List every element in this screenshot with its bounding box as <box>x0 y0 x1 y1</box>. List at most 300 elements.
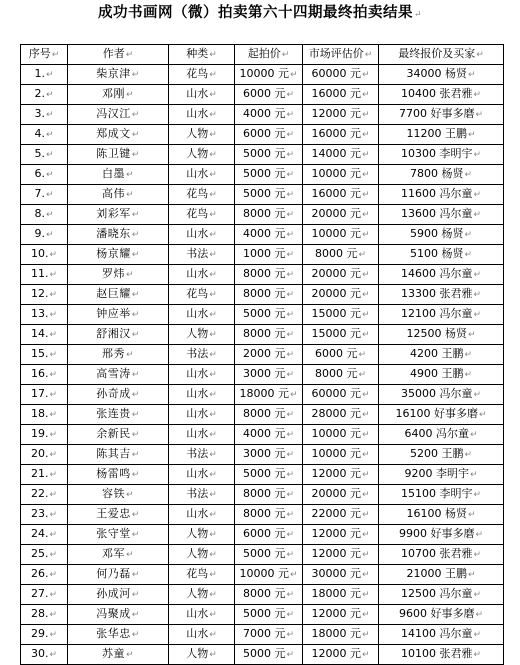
author-name-cell <box>68 525 169 545</box>
artwork-type-cell <box>169 565 235 585</box>
start-price-cell <box>235 445 303 465</box>
cell-mark-icon: ↵ <box>131 450 140 460</box>
final-bid-cell <box>379 385 504 405</box>
estimate-price: 12000 元 <box>311 647 361 660</box>
cell-mark-icon: ↵ <box>209 410 217 420</box>
start-price: 5000 元 <box>242 187 286 200</box>
header-start-price <box>235 45 303 65</box>
cell-mark-icon: ↵ <box>131 150 140 160</box>
start-price: 6000 元 <box>242 127 286 140</box>
cell-mark-icon: ↵ <box>358 370 367 380</box>
cell-mark-icon: ↵ <box>125 90 135 100</box>
cell-mark-icon: ↵ <box>286 510 295 520</box>
estimate-price-cell <box>303 285 379 305</box>
final-bid-cell <box>379 565 504 585</box>
cell-mark-icon: ↵ <box>45 130 54 140</box>
artwork-type-cell <box>169 405 235 425</box>
cell-mark-icon: ↵ <box>131 590 140 600</box>
cell-mark-icon: ↵ <box>286 610 295 620</box>
final-bid: 5900 杨贤 <box>409 227 464 240</box>
final-bid: 21000 王鹏 <box>406 567 467 580</box>
cell-mark-icon: ↵ <box>49 370 58 380</box>
final-bid-cell <box>379 345 504 365</box>
row-number-cell <box>21 85 68 105</box>
estimate-price-cell <box>303 385 379 405</box>
final-bid: 7700 好事多磨 <box>398 107 475 120</box>
row-number: 27. <box>30 587 49 600</box>
estimate-price: 18000 元 <box>311 587 361 600</box>
start-price: 1000 元 <box>242 247 286 260</box>
row-number: 2. <box>34 87 45 100</box>
row-number: 29. <box>30 627 49 640</box>
cell-mark-icon: ↵ <box>473 630 482 640</box>
estimate-price: 10000 元 <box>311 447 361 460</box>
cell-mark-icon: ↵ <box>467 330 476 340</box>
cell-mark-icon: ↵ <box>125 350 135 360</box>
row-number-cell <box>21 405 68 425</box>
row-number: 10. <box>30 247 49 260</box>
cell-mark-icon: ↵ <box>131 130 140 140</box>
cell-mark-icon: ↵ <box>467 510 476 520</box>
cell-mark-icon: ↵ <box>286 410 295 420</box>
cell-mark-icon: ↵ <box>49 610 58 620</box>
row-number-cell <box>21 205 68 225</box>
cell-mark-icon: ↵ <box>478 410 487 420</box>
artwork-type: 花鸟 <box>186 67 209 80</box>
start-price-cell <box>235 125 303 145</box>
start-price-cell <box>235 305 303 325</box>
start-price-cell <box>235 85 303 105</box>
start-price: 5000 元 <box>242 167 286 180</box>
cell-mark-icon: ↵ <box>131 390 140 400</box>
author-name: 邓军 <box>101 547 125 560</box>
author-name-cell <box>68 365 169 385</box>
row-number: 1. <box>34 67 45 80</box>
cell-mark-icon: ↵ <box>209 590 217 600</box>
artwork-type: 山水 <box>186 507 209 520</box>
author-name-cell <box>68 485 169 505</box>
start-price-cell <box>235 565 303 585</box>
estimate-price: 16000 元 <box>311 127 361 140</box>
cell-mark-icon: ↵ <box>125 50 134 60</box>
cell-mark-icon: ↵ <box>131 570 140 580</box>
cell-mark-icon: ↵ <box>209 610 217 620</box>
table-row <box>21 645 504 665</box>
author-name: 何乃磊 <box>96 567 131 580</box>
cell-mark-icon: ↵ <box>469 470 478 480</box>
cell-mark-icon: ↵ <box>125 490 135 500</box>
header-final-label: 最终报价及买家 <box>398 47 476 60</box>
estimate-price-cell <box>303 505 379 525</box>
cell-mark-icon: ↵ <box>361 410 370 420</box>
cell-mark-icon: ↵ <box>473 550 482 560</box>
table-row <box>21 85 504 105</box>
cell-mark-icon: ↵ <box>209 270 217 280</box>
start-price: 5000 元 <box>242 547 286 560</box>
cell-mark-icon: ↵ <box>361 450 370 460</box>
estimate-price: 20000 元 <box>311 287 361 300</box>
cell-mark-icon: ↵ <box>464 350 473 360</box>
estimate-price-cell <box>303 125 379 145</box>
final-bid: 5100 杨贤 <box>409 247 464 260</box>
table-row <box>21 65 504 85</box>
author-name: 潘晓东 <box>96 227 131 240</box>
cell-mark-icon: ↵ <box>476 50 484 60</box>
cell-mark-icon: ↵ <box>209 430 217 440</box>
estimate-price-cell <box>303 205 379 225</box>
artwork-type: 山水 <box>186 627 209 640</box>
final-bid-cell <box>379 185 504 205</box>
final-bid: 35000 冯尔童 <box>400 387 473 400</box>
start-price: 8000 元 <box>242 327 286 340</box>
cell-mark-icon: ↵ <box>45 190 54 200</box>
cell-mark-icon: ↵ <box>131 370 140 380</box>
artwork-type-cell <box>169 365 235 385</box>
row-number-cell <box>21 245 68 265</box>
final-bid-cell <box>379 265 504 285</box>
row-number-cell <box>21 505 68 525</box>
start-price: 8000 元 <box>242 207 286 220</box>
author-name: 郑成文 <box>96 127 131 140</box>
artwork-type: 山水 <box>186 87 209 100</box>
start-price-cell <box>235 185 303 205</box>
row-number: 12. <box>30 287 49 300</box>
row-number-cell <box>21 145 68 165</box>
cell-mark-icon: ↵ <box>469 430 478 440</box>
final-bid-cell <box>379 225 504 245</box>
row-number-cell <box>21 165 68 185</box>
estimate-price-cell <box>303 185 379 205</box>
cell-mark-icon: ↵ <box>49 450 58 460</box>
cell-mark-icon: ↵ <box>209 630 217 640</box>
estimate-price-cell <box>303 225 379 245</box>
final-bid-cell <box>379 125 504 145</box>
cell-mark-icon: ↵ <box>361 70 370 80</box>
row-number: 23. <box>30 507 49 520</box>
artwork-type-cell <box>169 65 235 85</box>
artwork-type-cell <box>169 605 235 625</box>
cell-mark-icon: ↵ <box>289 70 298 80</box>
start-price-cell <box>235 105 303 125</box>
cell-mark-icon: ↵ <box>49 330 58 340</box>
cell-mark-icon: ↵ <box>286 530 295 540</box>
artwork-type: 人物 <box>186 527 209 540</box>
artwork-type: 人物 <box>186 547 209 560</box>
header-row <box>21 45 504 65</box>
cell-mark-icon: ↵ <box>45 170 54 180</box>
row-number: 3. <box>34 107 45 120</box>
header-estimate <box>303 45 379 65</box>
estimate-price-cell <box>303 425 379 445</box>
author-name: 罗炜 <box>101 267 125 280</box>
start-price-cell <box>235 225 303 245</box>
estimate-price-cell <box>303 145 379 165</box>
final-bid-cell <box>379 305 504 325</box>
cell-mark-icon: ↵ <box>464 230 473 240</box>
author-name-cell <box>68 145 169 165</box>
cell-mark-icon: ↵ <box>209 470 217 480</box>
estimate-price: 10000 元 <box>311 227 361 240</box>
cell-mark-icon: ↵ <box>286 350 295 360</box>
start-price: 5000 元 <box>242 607 286 620</box>
artwork-type: 山水 <box>186 427 209 440</box>
cell-mark-icon: ↵ <box>49 650 58 660</box>
header-author-label: 作者 <box>102 47 125 60</box>
row-number-cell <box>21 225 68 245</box>
row-number: 18. <box>30 407 49 420</box>
estimate-price: 10000 元 <box>311 167 361 180</box>
artwork-type-cell <box>169 325 235 345</box>
final-bid-cell <box>379 445 504 465</box>
cell-mark-icon: ↵ <box>45 150 54 160</box>
author-name: 容铁 <box>101 487 125 500</box>
estimate-price-cell <box>303 625 379 645</box>
estimate-price: 6000 元 <box>314 347 358 360</box>
final-bid: 12100 冯尔童 <box>400 307 473 320</box>
cell-mark-icon: ↵ <box>49 630 58 640</box>
cell-mark-icon: ↵ <box>131 530 140 540</box>
row-number: 15. <box>30 347 49 360</box>
table-row <box>21 305 504 325</box>
row-number: 22. <box>30 487 49 500</box>
cell-mark-icon: ↵ <box>51 50 60 60</box>
cell-mark-icon: ↵ <box>49 490 58 500</box>
author-name: 苏童 <box>101 647 125 660</box>
cell-mark-icon: ↵ <box>361 150 370 160</box>
cell-mark-icon: ↵ <box>131 610 140 620</box>
start-price: 7000 元 <box>242 627 286 640</box>
table-row <box>21 145 504 165</box>
row-number-cell <box>21 185 68 205</box>
estimate-price: 30000 元 <box>311 567 361 580</box>
author-name-cell <box>68 105 169 125</box>
table-row <box>21 185 504 205</box>
artwork-type-cell <box>169 305 235 325</box>
start-price: 6000 元 <box>242 527 286 540</box>
author-name-cell <box>68 405 169 425</box>
table-row <box>21 405 504 425</box>
row-number-cell <box>21 325 68 345</box>
cell-mark-icon: ↵ <box>286 190 295 200</box>
estimate-price-cell <box>303 105 379 125</box>
final-bid-cell <box>379 485 504 505</box>
cell-mark-icon: ↵ <box>361 230 370 240</box>
final-bid: 9200 李明宇 <box>404 467 469 480</box>
author-name: 张守堂 <box>96 527 131 540</box>
author-name: 余新民 <box>96 427 131 440</box>
artwork-type: 人物 <box>186 647 209 660</box>
author-name-cell <box>68 465 169 485</box>
start-price-cell <box>235 345 303 365</box>
author-name: 孙成河 <box>96 587 131 600</box>
cell-mark-icon: ↵ <box>49 510 58 520</box>
author-name-cell <box>68 165 169 185</box>
artwork-type: 山水 <box>186 227 209 240</box>
artwork-type-cell <box>169 165 235 185</box>
cell-mark-icon: ↵ <box>473 310 482 320</box>
row-number-cell <box>21 285 68 305</box>
final-bid-cell <box>379 85 504 105</box>
cell-mark-icon: ↵ <box>131 230 140 240</box>
author-name: 赵巨耀 <box>96 287 131 300</box>
cell-mark-icon: ↵ <box>361 510 370 520</box>
start-price-cell <box>235 625 303 645</box>
start-price-cell <box>235 285 303 305</box>
author-name-cell <box>68 325 169 345</box>
estimate-price-cell <box>303 465 379 485</box>
cell-mark-icon: ↵ <box>209 370 217 380</box>
cell-mark-icon: ↵ <box>361 590 370 600</box>
final-bid-cell <box>379 605 504 625</box>
cell-mark-icon: ↵ <box>464 370 473 380</box>
row-number: 16. <box>30 367 49 380</box>
row-number-cell <box>21 445 68 465</box>
artwork-type-cell <box>169 125 235 145</box>
final-bid-cell <box>379 145 504 165</box>
estimate-price: 60000 元 <box>311 387 361 400</box>
final-bid-cell <box>379 405 504 425</box>
cell-mark-icon: ↵ <box>209 350 217 360</box>
artwork-type: 人物 <box>186 147 209 160</box>
start-price-cell <box>235 485 303 505</box>
estimate-price: 12000 元 <box>311 107 361 120</box>
cell-mark-icon: ↵ <box>45 230 54 240</box>
cell-mark-icon: ↵ <box>209 510 217 520</box>
start-price-cell <box>235 385 303 405</box>
header-estimate-label: 市场评估价 <box>308 47 364 60</box>
cell-mark-icon: ↵ <box>45 110 54 120</box>
table-row <box>21 225 504 245</box>
table-row <box>21 365 504 385</box>
cell-mark-icon: ↵ <box>209 290 217 300</box>
estimate-price-cell <box>303 305 379 325</box>
table-row <box>21 205 504 225</box>
author-name-cell <box>68 505 169 525</box>
final-bid: 4900 王鹏 <box>409 367 464 380</box>
header-start-price-label: 起拍价 <box>247 47 281 60</box>
header-final <box>379 45 504 65</box>
cell-mark-icon: ↵ <box>131 330 140 340</box>
cell-mark-icon: ↵ <box>49 430 58 440</box>
cell-mark-icon: ↵ <box>131 110 140 120</box>
artwork-type-cell <box>169 445 235 465</box>
cell-mark-icon: ↵ <box>45 70 54 80</box>
cell-mark-icon: ↵ <box>286 370 295 380</box>
row-number-cell <box>21 525 68 545</box>
estimate-price: 60000 元 <box>311 67 361 80</box>
cell-mark-icon: ↵ <box>364 50 373 60</box>
final-bid: 12500 冯尔童 <box>400 587 473 600</box>
cell-mark-icon: ↵ <box>49 530 58 540</box>
cell-mark-icon: ↵ <box>281 50 290 60</box>
cell-mark-icon: ↵ <box>467 570 476 580</box>
start-price: 8000 元 <box>242 587 286 600</box>
artwork-type-cell <box>169 285 235 305</box>
cell-mark-icon: ↵ <box>286 430 295 440</box>
artwork-type-cell <box>169 105 235 125</box>
cell-mark-icon: ↵ <box>49 390 58 400</box>
cell-mark-icon: ↵ <box>467 130 476 140</box>
cell-mark-icon: ↵ <box>286 170 295 180</box>
estimate-price-cell <box>303 605 379 625</box>
cell-mark-icon: ↵ <box>361 430 370 440</box>
cell-mark-icon: ↵ <box>358 250 367 260</box>
artwork-type: 山水 <box>186 167 209 180</box>
cell-mark-icon: ↵ <box>361 90 370 100</box>
cell-mark-icon: ↵ <box>361 630 370 640</box>
final-bid: 16100 杨贤 <box>406 507 467 520</box>
cell-mark-icon: ↵ <box>49 470 58 480</box>
final-bid-cell <box>379 625 504 645</box>
row-number: 24. <box>30 527 49 540</box>
estimate-price: 8000 元 <box>314 247 358 260</box>
cell-mark-icon: ↵ <box>131 430 140 440</box>
start-price-cell <box>235 545 303 565</box>
artwork-type-cell <box>169 205 235 225</box>
row-number: 6. <box>34 167 45 180</box>
artwork-type-cell <box>169 505 235 525</box>
start-price-cell <box>235 425 303 445</box>
start-price: 4000 元 <box>242 427 286 440</box>
author-name: 王爱忠 <box>96 507 131 520</box>
cell-mark-icon: ↵ <box>473 90 482 100</box>
cell-mark-icon: ↵ <box>286 150 295 160</box>
cell-mark-icon: ↵ <box>49 290 58 300</box>
start-price: 2000 元 <box>242 347 286 360</box>
artwork-type: 山水 <box>186 407 209 420</box>
estimate-price: 12000 元 <box>311 607 361 620</box>
cell-mark-icon: ↵ <box>464 250 473 260</box>
author-name-cell <box>68 265 169 285</box>
final-bid-cell <box>379 165 504 185</box>
header-type <box>169 45 235 65</box>
final-bid: 9900 好事多磨 <box>398 527 475 540</box>
author-name: 高雪涛 <box>96 367 131 380</box>
row-number: 30. <box>30 647 49 660</box>
cell-mark-icon: ↵ <box>286 490 295 500</box>
cell-mark-icon: ↵ <box>289 390 298 400</box>
artwork-type-cell <box>169 585 235 605</box>
cell-mark-icon: ↵ <box>209 390 217 400</box>
author-name-cell <box>68 245 169 265</box>
table-row <box>21 245 504 265</box>
cell-mark-icon: ↵ <box>49 310 58 320</box>
author-name: 陈其吉 <box>96 447 131 460</box>
row-number: 7. <box>34 187 45 200</box>
cell-mark-icon: ↵ <box>49 270 58 280</box>
estimate-price-cell <box>303 165 379 185</box>
estimate-price-cell <box>303 525 379 545</box>
final-bid-cell <box>379 245 504 265</box>
start-price: 8000 元 <box>242 287 286 300</box>
row-number: 21. <box>30 467 49 480</box>
row-number-cell <box>21 625 68 645</box>
table-row <box>21 265 504 285</box>
cell-mark-icon: ↵ <box>209 190 217 200</box>
cell-mark-icon: ↵ <box>209 250 217 260</box>
cell-mark-icon: ↵ <box>209 490 217 500</box>
row-number-cell <box>21 425 68 445</box>
artwork-type-cell <box>169 265 235 285</box>
table-body <box>21 65 504 665</box>
estimate-price-cell <box>303 565 379 585</box>
start-price-cell <box>235 325 303 345</box>
start-price-cell <box>235 265 303 285</box>
cell-mark-icon: ↵ <box>361 330 370 340</box>
cell-mark-icon: ↵ <box>209 310 217 320</box>
artwork-type: 山水 <box>186 107 209 120</box>
start-price-cell <box>235 645 303 665</box>
